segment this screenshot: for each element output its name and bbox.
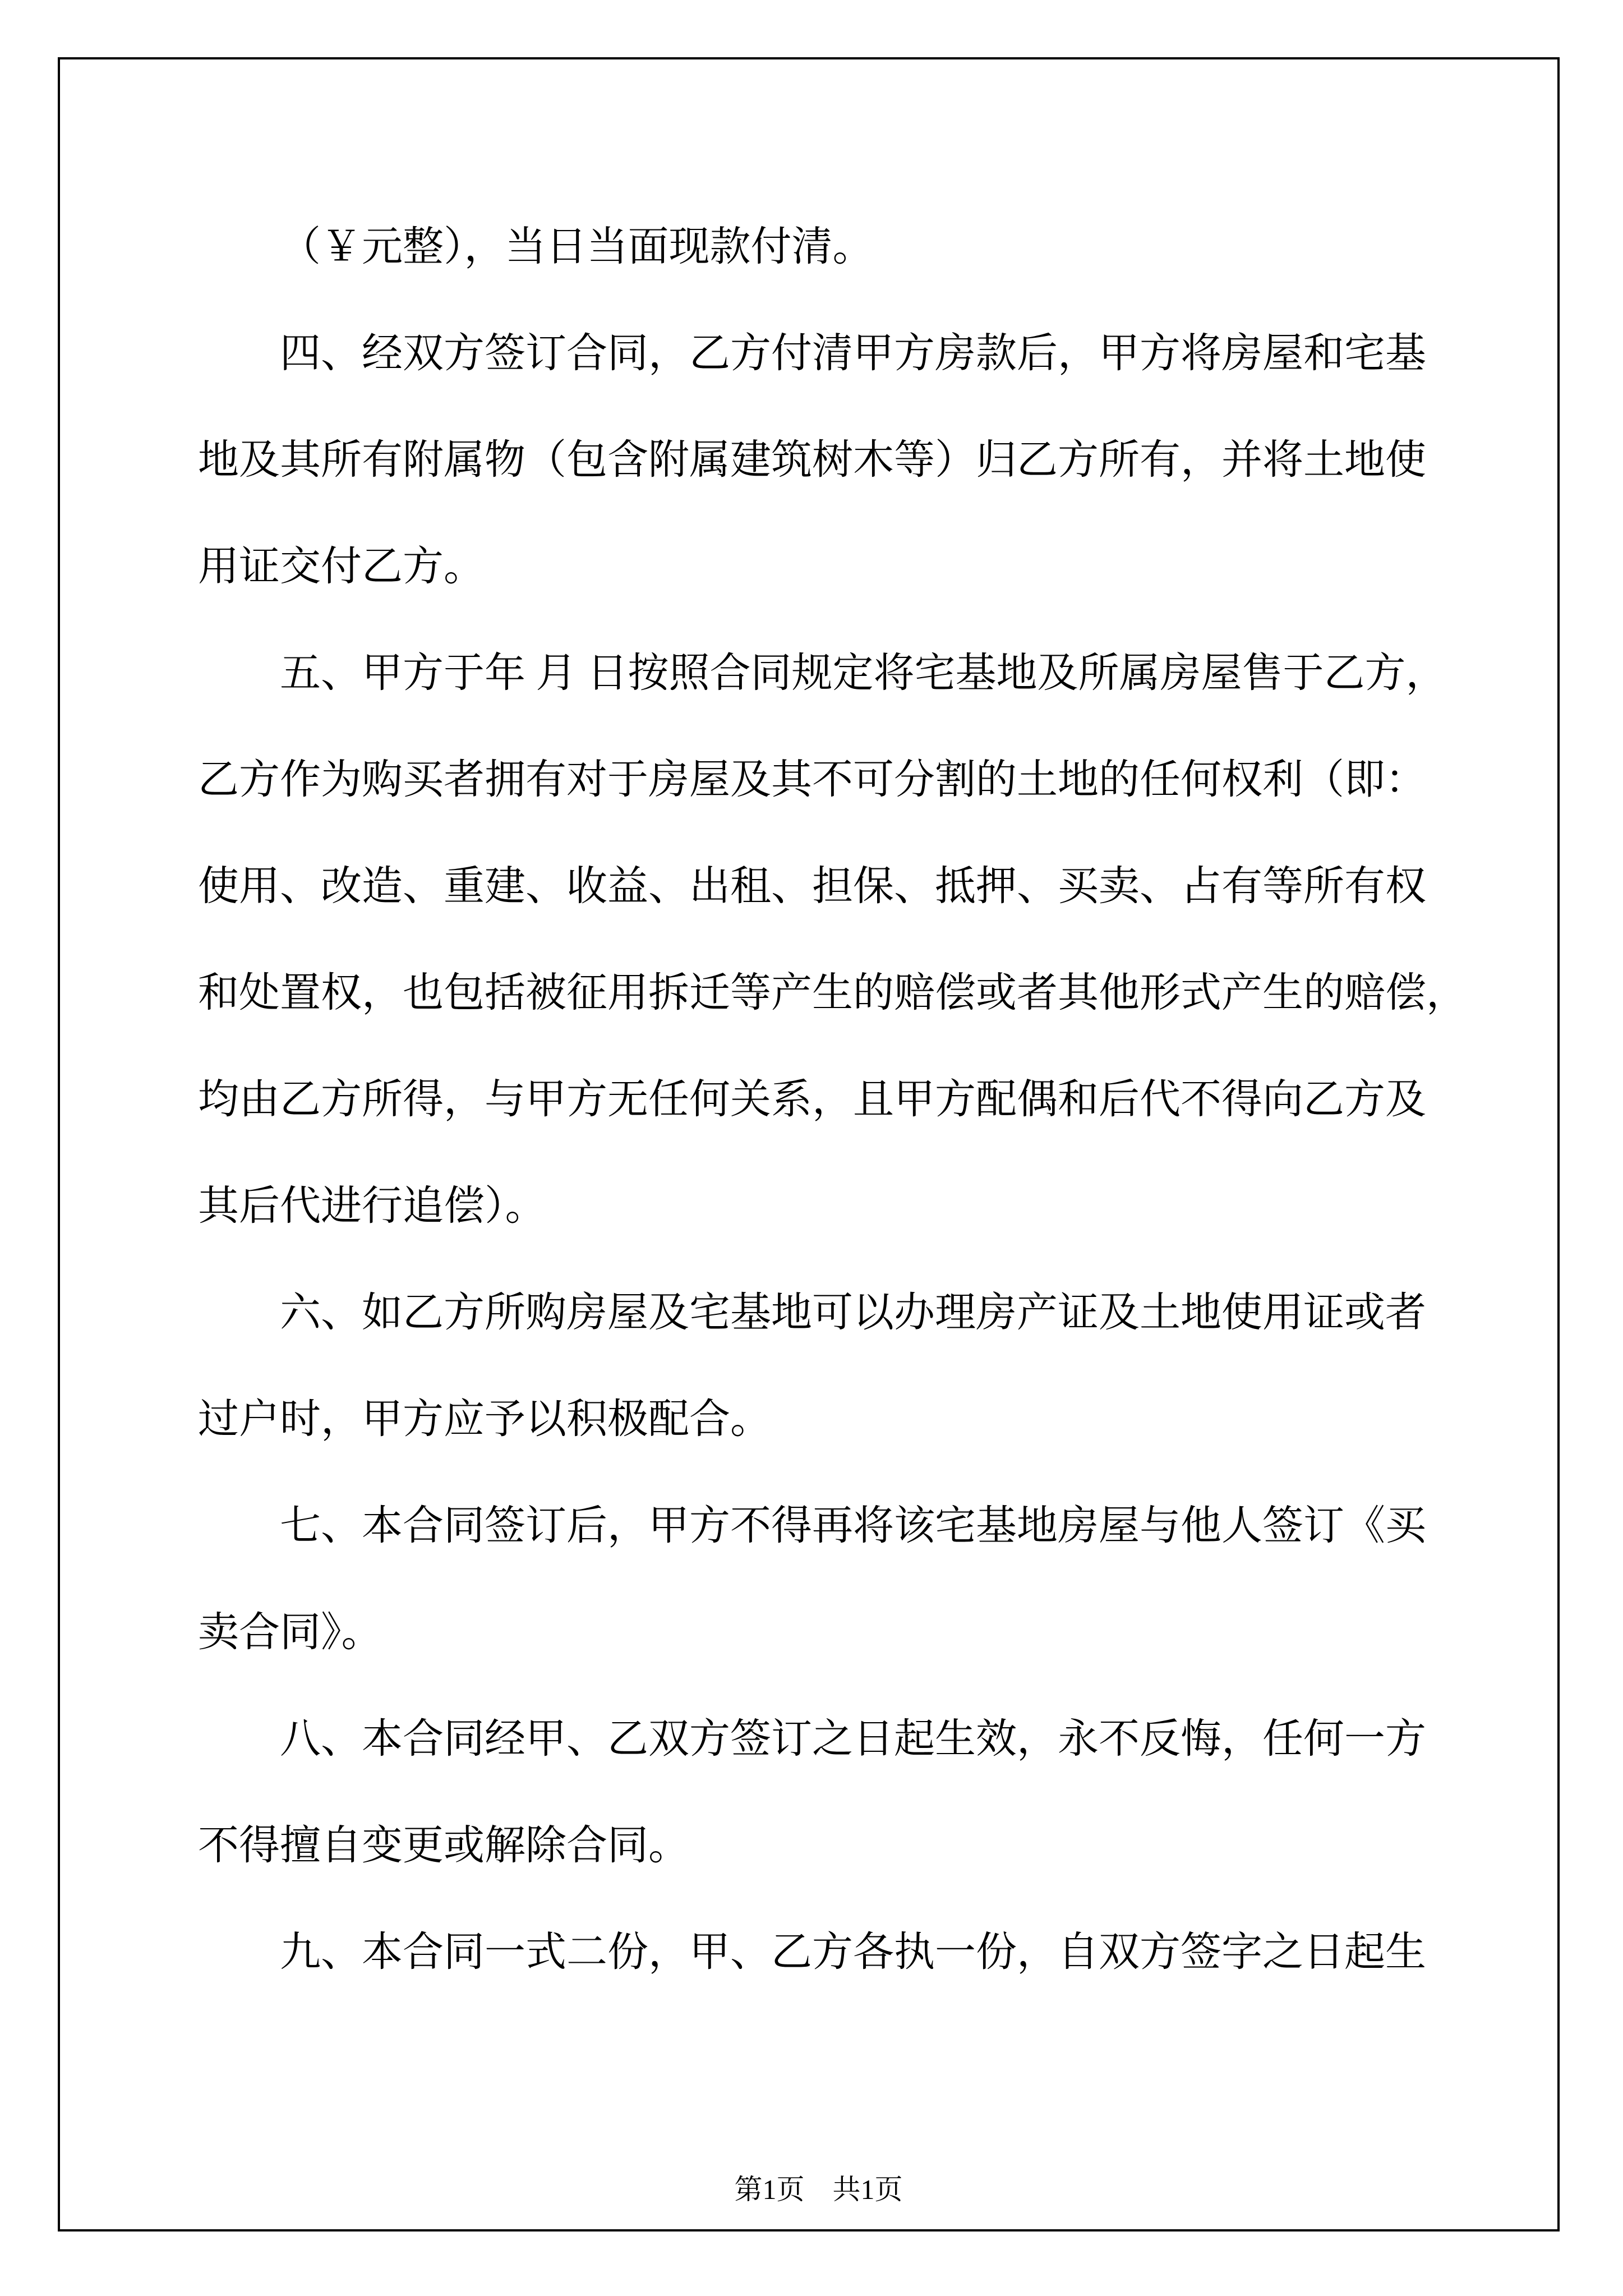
contract-line: 四、经双方签订合同，乙方付清甲方房款后，甲方将房屋和宅基 — [280, 330, 1426, 376]
contract-line: 九、本合同一式二份，甲、乙方各执一份，自双方签字之日起生 — [280, 1929, 1426, 1975]
contract-line: 六、如乙方所购房屋及宅基地可以办理房产证及土地使用证或者 — [280, 1290, 1426, 1335]
page-number: 第1页 共1页 — [734, 2174, 903, 2205]
contract-line: 五、甲方于年 月 日按照合同规定将宅基地及所属房屋售于乙方， — [280, 650, 1447, 696]
contract-line: 七、本合同签订后，甲方不得再将该宅基地房屋与他人签订《买 — [280, 1503, 1426, 1548]
contract-line: （￥元整），当日当面现款付清。 — [280, 224, 874, 269]
contract-line: 均由乙方所得，与甲方无任何关系，且甲方配偶和后代不得向乙方及 — [198, 1076, 1426, 1122]
contract-line: 地及其所有附属物（包含附属建筑树木等）归乙方所有，并将土地使 — [198, 437, 1426, 482]
contract-line: 和处置权，也包括被征用拆迁等产生的赔偿或者其他形式产生的赔偿， — [198, 970, 1467, 1015]
contract-line: 使用、改造、重建、收益、出租、担保、抵押、买卖、占有等所有权 — [198, 863, 1426, 909]
contract-line: 不得擅自变更或解除合同。 — [198, 1823, 689, 1868]
contract-line: 用证交付乙方。 — [198, 544, 485, 589]
contract-body — [198, 194, 1467, 2005]
contract-line: 其后代进行追偿）。 — [198, 1183, 546, 1228]
contract-line: 卖合同》。 — [198, 1609, 382, 1655]
contract-line: 乙方作为购买者拥有对于房屋及其不可分割的土地的任何权利（即： — [198, 757, 1426, 802]
contract-line: 八、本合同经甲、乙双方签订之日起生效，永不反悔，任何一方 — [280, 1716, 1426, 1761]
contract-line: 过户时，甲方应予以积极配合。 — [198, 1396, 771, 1442]
page-footer — [0, 2131, 1623, 2209]
